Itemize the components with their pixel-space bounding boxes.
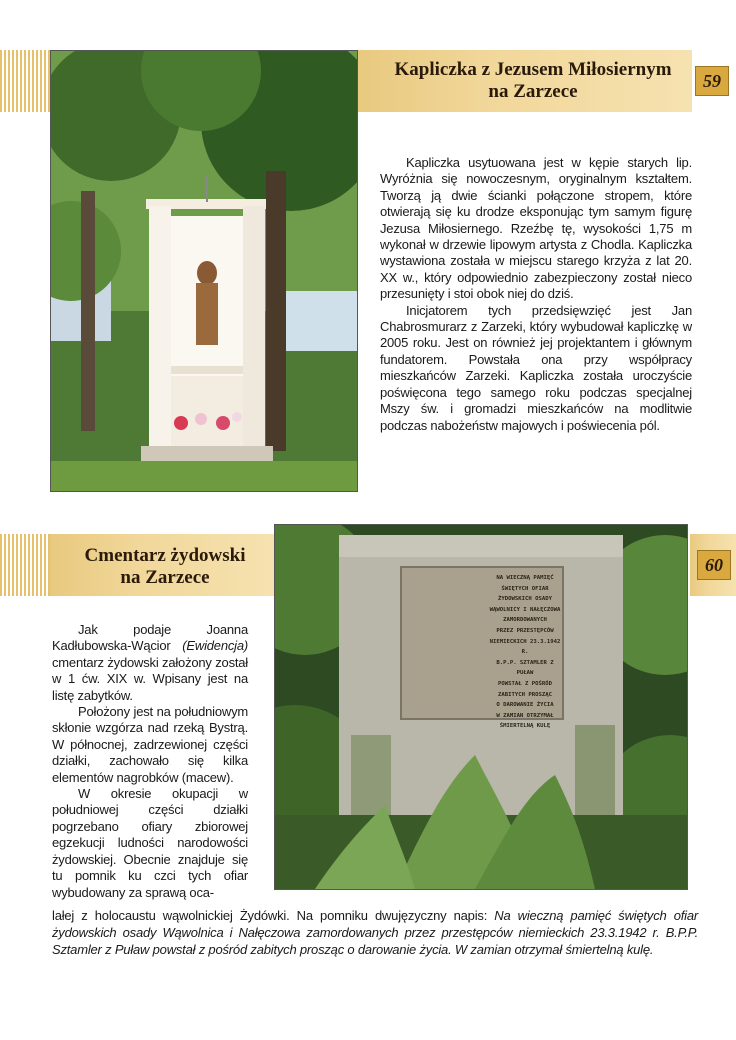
paragraph: Położony jest na południowym skłonie wzgórza nad rzeką Bystrą. W północnej, zadrzewionej części działki, zachowało się kilka elementów nagrobków (macew). (52, 704, 248, 785)
chapel-photo (50, 50, 358, 492)
plaque-line: O DAROWANIE ŻYCIA (496, 702, 554, 709)
title-line: na Zarzece (488, 81, 578, 102)
title-line: Kapliczka z Jezusem Miłosiernym (394, 59, 672, 80)
text-run-italic: Na wieczną pamięć świętych ofiar żydowskich osady Wąwolnica i Nałęczowa zamordowanych przez przestępców niemieckich 23.3.1942 r. B.P.P. Sztamler z Puław powstał z pośród zabitych prosząc o darowanie życia. W zamian otrzymał śmiertelną kulę. (52, 908, 698, 957)
section-title-1 (372, 59, 694, 103)
plaque-line: ZAMORDOWANYCH (503, 617, 547, 624)
cemetery-photo (274, 524, 688, 890)
title-line: Cmentarz żydowski (84, 545, 246, 566)
section-2-footer-text (52, 907, 698, 958)
plaque-line: ZABITYCH PROSZĄC (498, 691, 552, 698)
paragraph (52, 622, 248, 704)
section-title-2 (56, 545, 274, 589)
chapel-illustration (51, 51, 357, 491)
header-band-stripes-1 (0, 50, 50, 112)
paragraph: Inicjatorem tych przedsięwzięć jest Jan Chabrosmurarz z Zarzeki, który wybudował kapliczkę w 2005 roku. Jest on również jej projektantem i głównym fundatorem. Powstała ona przy współpracy mieszkańców Zarzeki. Kapliczka została uroczyście poświęcona tego samego roku podczas specjalnej Mszy św. i gromadzi mieszkańców na modlitwie podczas nabożeństw majowych i poświecenia pól. (380, 302, 692, 433)
plaque-line: NIEMIECKICH 23.3.1942 R. (489, 638, 561, 656)
title-line: na Zarzece (120, 567, 210, 588)
plaque-line: W ZAMIAN OTRZYMAŁ (496, 712, 554, 719)
plaque-line: ŻYDOWSKICH OSADY (498, 596, 552, 603)
plaque-inscription (487, 573, 563, 732)
header-band-stripes-2 (0, 534, 50, 596)
plaque-line: NA WIECZNĄ PAMIĘĆ (496, 575, 554, 581)
plaque-line: B.P.P. SZTAMLER Z PUŁAW (496, 659, 554, 677)
text-run: lałej z holocaustu wąwolnickiej Żydówki. Na pomniku dwujęzyczny napis: (52, 908, 495, 923)
section-2-text (52, 622, 248, 901)
monument-illustration (275, 525, 687, 889)
page-number-badge: 60 (697, 550, 731, 580)
paragraph: Kapliczka usytuowana jest w kępie starych lip. Wyróżnia się nowoczesnym, oryginalnym kształtem. Tworzą ją dwie ścianki połączone stropem, które otwierają się ku drodze eksponując tym samym figurę Jezusa Miłosiernego. Rzeźbę tę, wysokości 1,75 m wykonał w drzewie lipowym artysta z Chodla. Kapliczka wystawiona została w miejscu starego krzyża z lat 20. XX w., który odpowiednio zabezpieczony został nieco przesunięty i stoi obok niej do dziś. (380, 155, 692, 302)
plaque-line: WĄWOLNICY I NAŁĘCZOWA (489, 606, 561, 613)
plaque-line: PRZEZ PRZESTĘPCÓW (496, 627, 554, 634)
text-run: Jak podaje Joanna Kadłubowska-Wącior (52, 622, 248, 654)
paragraph: W okresie okupacji w południowej części działki pogrzebano ofiary zbiorowej egzekucji ludności narodowości żydowskiej. Obecnie znajduje się tu pomnik ku czci tych ofiar wybudowany za sprawą oca- (52, 786, 248, 900)
plaque-line: ŚWIĘTYCH OFIAR (501, 585, 549, 592)
plaque-line: ŚMIERTELNĄ KULĘ (499, 723, 551, 730)
text-run-italic: (Ewidencja) (182, 638, 248, 654)
plaque-line: POWSTAŁ Z POŚRÓD (498, 680, 552, 687)
text-run: cmentarz żydowski założony został w 1 ćw. XIX w. Wpisany jest na listę zabytków. (52, 654, 248, 703)
section-1-text (380, 155, 692, 434)
page-number-badge: 59 (695, 66, 729, 96)
